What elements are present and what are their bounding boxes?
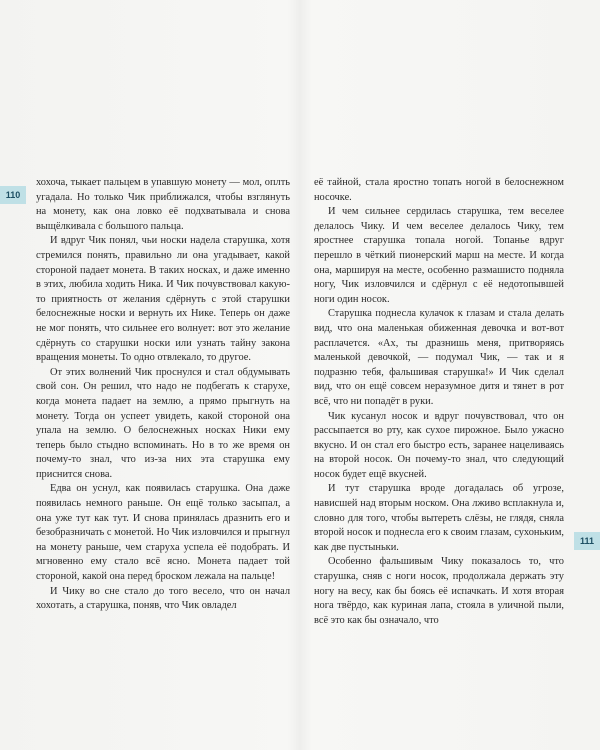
paragraph: Старушка поднесла кулачок к глазам и стала делать вид, что она маленькая обиженная девочка и вот-вот расплачется. «Ах, ты дразнишь меня, притворяясь маленькой девочкой, — подумал Чик, — так и я подразню тебя, фальшивая старушка!» И Чик сделал вид, что он ещё совсем неразумное дитя и тянет в рот всё, что ни попадёт в руки. — [314, 308, 564, 407]
paragraph: И вдруг Чик понял, чьи носки надела старушка, хотя стремился понять, правильно ли она угадывает, какой стороной падает монета. В таких носках, и даже именно в этих, любила ходить Ника. И Чик почувствовал какую-то приятность от желания сдёрнуть с этой старушки белоснежные носки и вернуть их Нике. Теперь он даже не мог понять, что сильнее его волнует: вот это желание сдёрнуть со старушки носки или узнать тайну закона вращения монеты. То одно отвлекало, то другое. — [36, 235, 290, 364]
left-page-column — [36, 176, 290, 614]
paragraph: её тайной, стала яростно топать ногой в белоснежном носочке. — [314, 177, 564, 203]
paragraph: Особенно фальшивым Чику показалось то, что старушка, сняв с ноги носок, продолжала держать эту ногу на весу, как бы боясь её испачкать. И хотя вторая нога твёрдо, как куриная лапа, стояла в уличной пыли, всё это как бы означало, что — [314, 556, 564, 626]
paragraph: И Чику во сне стало до того весело, что он начал хохотать, а старушка, поняв, что Чик овладел — [36, 585, 290, 612]
paragraph: От этих волнений Чик проснулся и стал обдумывать свой сон. Он решил, что надо не подбегать к старухе, когда монета падает на землю, а прямо прыгнуть на монету. Тогда он успеет увидеть, какой стороной она упала на землю. О белоснежных носках Ники ему теперь было стыдно вспоминать. Но в то же время он почему-то знал, что из-за них эта старушка ему приснится снова. — [36, 366, 290, 480]
paragraph: хохоча, тыкает пальцем в упавшую монету — мол, оплть угадала. Но только Чик приближался, чтобы взглянуть на монету, как она ловко её подхватывала и снова выщёлкивала с большого пальца. — [36, 177, 290, 232]
paragraph: Едва он уснул, как появилась старушка. Она даже появилась немного раньше. Он ещё только засыпал, а она уже тут как тут. И снова принялась дразнить его и безобразничать с монетой. Но Чик изловчился и прыгнул на монету раньше, чем старуха успела её подобрать. И мгновенно ему стало всё ясно. Монета падает той стороной, какой она перед броском лежала на пальце! — [36, 483, 290, 583]
paragraph: И тут старушка вроде догадалась об угрозе, нависшей над вторым носком. Она лживо всплакнула и, словно для того, чтобы вытереть слёзы, не глядя, сняла второй носок и поднесла его к своим глазам, сухоньким, как две пустыньки. — [314, 483, 564, 553]
paragraph: Чик кусанул носок и вдруг почувствовал, что он рассыпается во рту, как сухое пирожное. Было ужасно вкусно. И он стал его быстро есть, заранее нацеливаясь на второй носок. Он почему-то знал, что следующий носок будет ещё вкусней. — [314, 410, 564, 480]
paragraph: И чем сильнее сердилась старушка, тем веселее делалось Чику. И чем веселее делалось Чику, тем яростнее старушка топала ногой. Топанье вдруг перешло в чёткий пионерский марш на месте. И когда она, маршируя на месте, особенно размашисто подняла ногу, Чик изловчился и сдёрнул с её недотопывшей ноги один носок. — [314, 206, 564, 305]
page-number-left: 110 — [0, 186, 26, 204]
page-number-right: 111 — [574, 532, 600, 550]
right-page-column — [314, 176, 564, 628]
